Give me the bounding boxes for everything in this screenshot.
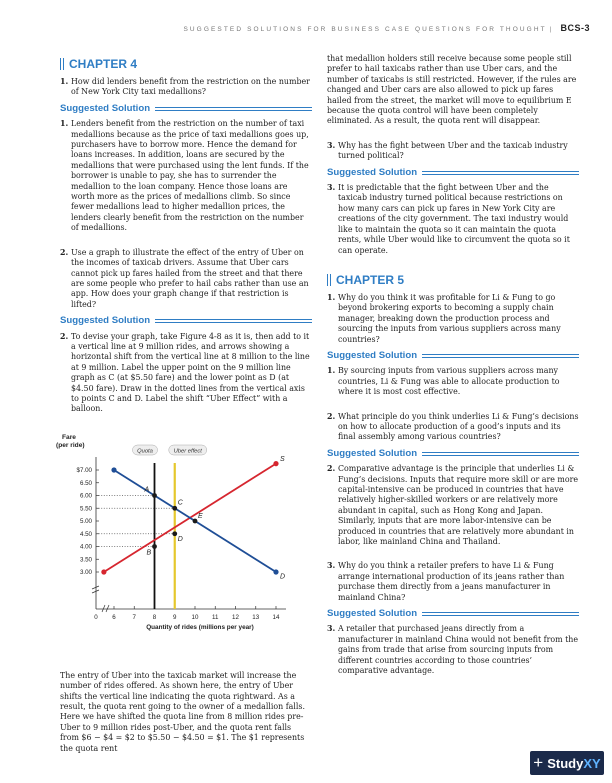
suggested-solution-heading xyxy=(327,168,579,178)
heading-rule xyxy=(422,171,579,175)
y-tick-label: 5.00 xyxy=(79,517,92,525)
supply-endpoint xyxy=(273,461,278,466)
page-number: BCS-3 xyxy=(560,23,590,33)
answer-number: 2. xyxy=(60,331,69,341)
continuation-paragraph: that medallion holders still receive because some people still prefer to hail taxicabs rather than use Uber cars, and the number of taxicabs is still restricted. However, if the rules are changed and Uber cars are also allowed to pick up fares hailed from the street, the market will move to equilibrium E because the quota control will have been completely eliminated. As a result, the quota rent will disappear. xyxy=(327,54,577,126)
x-tick-label: 6 xyxy=(112,613,116,621)
suggested-solution-label: Suggested Solution xyxy=(327,349,418,361)
chapter5-answer-2 xyxy=(327,464,579,547)
demand-endpoint xyxy=(273,569,278,574)
chapter-5-heading xyxy=(327,274,579,286)
point-label: B xyxy=(146,549,152,557)
supply-curve-label: S xyxy=(280,455,285,463)
point-d xyxy=(172,531,177,536)
question-text: Why do you think a retailer prefers to have Li & Fung arrange international production of its jeans rather than purchase them directly from a jeans manufacturer in mainland China? xyxy=(338,561,565,602)
answer-3 xyxy=(327,183,579,256)
chapter-bar-icon xyxy=(327,274,331,286)
quota-chart-svg xyxy=(54,421,312,665)
x-axis-label: Quantity of rides (millions per year) xyxy=(146,623,254,631)
chapter5-answer-3 xyxy=(327,624,579,676)
chapter-4-heading xyxy=(60,58,312,70)
question-1 xyxy=(60,77,312,98)
question-text: Why has the fight between Uber and the taxicab industry turned political? xyxy=(338,140,568,161)
answer-text: To devise your graph, take Figure 4-8 as it is, then add to it a vertical line at 9 million rides, and arrows showing a horizontal shift from the vertical line at 8 million to the line at 9 million. Label the upper point on the 9 million line graph as C (at $5.50 fare) and the lower point as D (at $4.50 fare). Draw in the dotted lines from the vertical axis to points C and D. Label the shift “Uber Effect” with a balloon. xyxy=(71,331,310,414)
x-axis-break xyxy=(102,605,109,612)
y-tick-label: 3.00 xyxy=(79,568,92,576)
heading-rule xyxy=(155,107,312,111)
supply-endpoint xyxy=(101,569,106,574)
x-tick-label: 13 xyxy=(252,613,260,621)
heading-rule xyxy=(155,319,312,323)
suggested-solution-heading xyxy=(327,351,579,361)
chapter5-question-3 xyxy=(327,561,579,603)
y-tick-label: $7.00 xyxy=(76,466,92,474)
suggested-solution-label: Suggested Solution xyxy=(327,608,418,620)
y-tick-label: 4.00 xyxy=(79,543,92,551)
answer-number: 3. xyxy=(327,624,336,634)
left-column xyxy=(56,54,312,760)
suggested-solution-label: Suggested Solution xyxy=(327,166,418,178)
running-title: SUGGESTED SOLUTIONS FOR BUSINESS CASE QUESTIONS FOR THOUGHT xyxy=(183,26,547,33)
y-axis-label: Fare xyxy=(62,433,76,441)
y-axis-break xyxy=(92,586,99,593)
question-number: 3. xyxy=(327,561,336,571)
y-tick-label: 6.50 xyxy=(79,479,92,487)
logo-text-accent: XY xyxy=(583,755,601,771)
question-number: 2. xyxy=(60,247,69,257)
y-tick-label: 3.50 xyxy=(79,556,92,564)
suggested-solution-heading xyxy=(60,104,312,114)
answer-2 xyxy=(60,332,312,415)
question-text: Why do you think it was profitable for Li & Fung to go beyond brokering exports to becoming a supply chain manager, breaking down the production process and sourcing the inputs from various suppliers across many countries? xyxy=(338,292,561,344)
chapter5-answer-1 xyxy=(327,366,579,397)
question-text: What principle do you think underlies Li & Fung’s decisions on how to allocate production of a good’s inputs and its final assembly among various countries? xyxy=(338,411,579,442)
chapter5-question-1 xyxy=(327,293,579,345)
question-number: 1. xyxy=(327,292,336,302)
y-tick-label: 5.50 xyxy=(79,505,92,513)
x-tick-label: 12 xyxy=(232,613,239,621)
suggested-solution-heading xyxy=(60,316,312,326)
x-tick-label: 0 xyxy=(94,613,98,621)
suggested-solution-heading xyxy=(327,609,579,619)
point-c xyxy=(172,506,177,511)
question-number: 3. xyxy=(327,140,336,150)
answer-text: A retailer that purchased jeans directly from a manufacturer in mainland China would not benefit from the gains from trade that arise from sourcing inputs from different countries according to those countries’ comparative advantage. xyxy=(338,624,579,676)
question-2 xyxy=(60,248,312,310)
x-tick-label: 14 xyxy=(272,613,280,621)
quota-chart xyxy=(54,421,312,665)
point-label: A xyxy=(144,486,150,494)
chapter5-question-2 xyxy=(327,412,579,443)
suggested-solution-label: Suggested Solution xyxy=(327,447,418,459)
chapter-4-title: CHAPTER 4 xyxy=(69,56,138,71)
point-a xyxy=(152,493,157,498)
right-column xyxy=(327,54,579,683)
answer-number: 2. xyxy=(327,464,336,474)
answer-number: 1. xyxy=(327,366,336,376)
logo-text: Study xyxy=(547,755,584,771)
question-number: 1. xyxy=(60,77,69,86)
studyxy-logo xyxy=(530,751,604,775)
chart-explanation: The entry of Uber into the taxicab market will increase the number of rides offered. As shown here, the entry of Uber shifts the vertical line indicating the quota rightward. As a result, the quota rent going to the owner of a medallion falls. Here we have shifted the quota line from 8 million rides pre-Uber to 9 million rides post-Uber, and the quota rent falls from $6 − $4 = $2 to $5.50 − $4.50 = $1. The $1 represents the quota rent xyxy=(60,670,305,753)
question-3 xyxy=(327,141,579,162)
answer-text: It is predictable that the fight between Uber and the taxicab industry turned political because restrictions on how many cars can pick up fares in New York City are creations of the city government. The taxi industry would like to maintain the quota so it can maintain the quota rents, while Uber would like to circumvent the quota so it can operate. xyxy=(338,183,570,255)
running-header xyxy=(183,23,590,33)
y-tick-label: 6.00 xyxy=(79,492,92,500)
x-tick-label: 8 xyxy=(152,613,157,621)
x-tick-label: 10 xyxy=(191,613,199,621)
answer-1 xyxy=(60,119,312,233)
question-text: Use a graph to illustrate the effect of the entry of Uber on the incomes of taxicab drivers. Assume that Uber cars cannot pick up fares hailed from the street and that there are some people who prefer to hail cabs rather than use an app. How does your graph change if that restriction is lifted? xyxy=(71,247,309,309)
answer-number: 1. xyxy=(60,119,69,129)
uber-effect-label: Uber effect xyxy=(173,448,202,455)
heading-rule xyxy=(422,452,579,456)
answer-number: 3. xyxy=(327,183,336,193)
x-tick-label: 7 xyxy=(132,613,136,621)
point-e xyxy=(193,518,198,523)
question-text: How did lenders benefit from the restriction on the number of New York City taxi medallions? xyxy=(71,77,310,97)
plus-icon: + xyxy=(533,753,544,772)
x-tick-label: 9 xyxy=(173,613,177,621)
header-separator: | xyxy=(549,26,554,33)
demand-curve-label: D xyxy=(280,573,286,581)
y-axis-label: (per ride) xyxy=(56,441,85,449)
suggested-solution-label: Suggested Solution xyxy=(60,102,151,114)
quota-label: Quota xyxy=(137,448,153,455)
question-number: 2. xyxy=(327,411,336,421)
point-b xyxy=(152,544,157,549)
suggested-solution-label: Suggested Solution xyxy=(60,315,151,327)
x-tick-label: 11 xyxy=(212,613,219,621)
y-tick-label: 4.50 xyxy=(79,530,92,538)
chapter-bar-icon xyxy=(60,58,64,70)
point-label: D xyxy=(177,535,183,543)
heading-rule xyxy=(422,612,579,616)
answer-text: Comparative advantage is the principle that underlies Li & Fung’s decisions. Inputs that require more skill or are more capital-intensive can be produced in countries that have relatively higher-skilled workers or are relatively more abundant in capital, such as Hong Kong and Japan. Similarly, inputs that are more labor-intensive can be produced in countries that are relatively more abundant in labor, like mainland China and Thailand. xyxy=(338,464,579,547)
heading-rule xyxy=(422,354,579,358)
answer-text: By sourcing inputs from various suppliers across many countries, Li & Fung was able to allocate production to where it is most cost effective. xyxy=(338,366,560,397)
chapter-5-title: CHAPTER 5 xyxy=(336,272,405,287)
point-label: E xyxy=(198,512,203,520)
demand-endpoint xyxy=(111,467,116,472)
suggested-solution-heading xyxy=(327,449,579,459)
answer-text: Lenders benefit from the restriction on the number of taxi medallions because as the price of taxi medallions goes up, purchasers have to borrow more. Hence the demand for loans increases. In addition, loans are secured by the medallions that were purchased using the lent funds. If the borrower is unable to pay, she has to surrender the medallion to the loan company. Hence those loans are worth more as the prices of medallions climb. So since fewer medallions lead to higher medallion prices, the lenders clearly benefit from the restriction on the number of medallions. xyxy=(71,119,309,233)
point-label: C xyxy=(177,499,183,507)
